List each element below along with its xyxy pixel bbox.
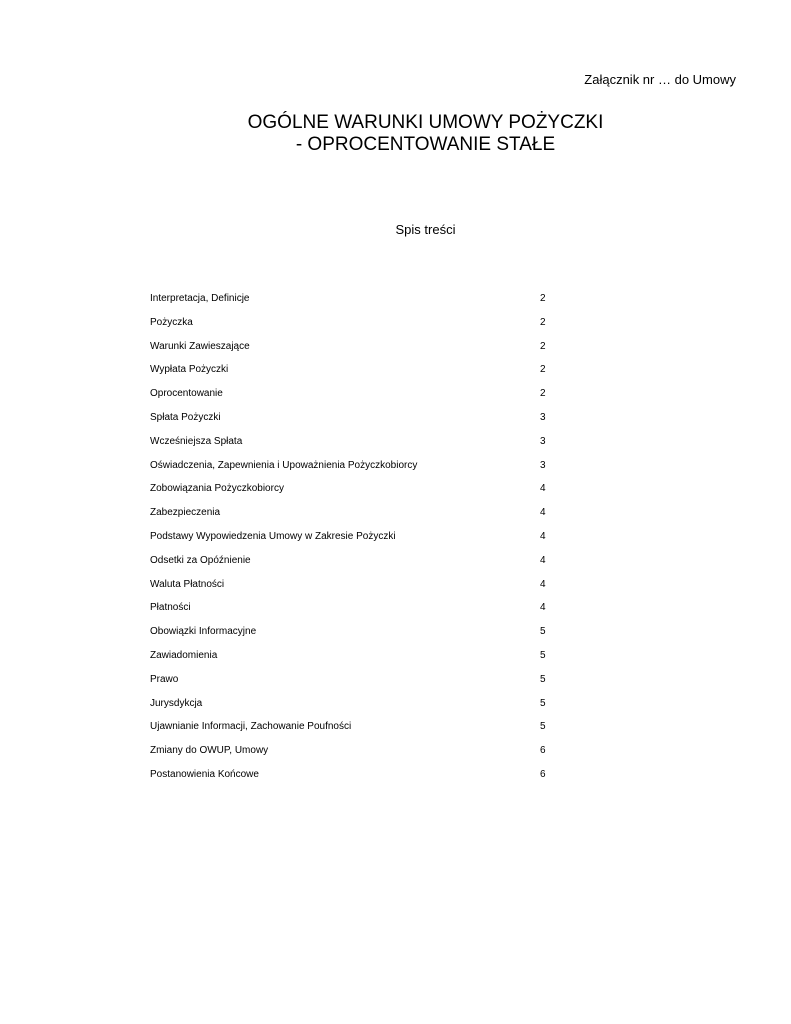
toc-entry[interactable]: [150, 673, 550, 697]
toc-entry-page: 5: [540, 673, 546, 685]
title-line-2: - OPROCENTOWANIE STAŁE: [295, 134, 556, 155]
toc-entry-label: Podstawy Wypowiedzenia Umowy w Zakresie Pożyczki: [150, 530, 396, 542]
toc-entry[interactable]: [150, 340, 550, 364]
toc-entry-label: Waluta Płatności: [150, 578, 225, 590]
toc-entry-page: 2: [540, 340, 546, 352]
toc-entry[interactable]: [150, 482, 550, 506]
toc-entry-page: 5: [540, 649, 546, 661]
title-line-1: OGÓLNE WARUNKI UMOWY POŻYCZKI: [247, 112, 604, 133]
toc-entry[interactable]: [150, 601, 550, 625]
toc-entry[interactable]: [150, 411, 550, 435]
toc-entry[interactable]: [150, 697, 550, 721]
toc-entry-label: Prawo: [150, 673, 179, 685]
toc-entry[interactable]: [150, 578, 550, 602]
toc-entry-label: Interpretacja, Definicje: [150, 293, 250, 304]
toc-entry[interactable]: [150, 649, 550, 673]
toc-entry[interactable]: [150, 625, 550, 649]
toc-entry-label: Ujawnianie Informacji, Zachowanie Poufności: [150, 721, 352, 733]
toc-entry[interactable]: [150, 292, 550, 316]
toc-entry[interactable]: [150, 506, 550, 530]
toc-entry[interactable]: [150, 363, 550, 387]
toc-entry-label: Zobowiązania Pożyczkobiorcy: [150, 483, 284, 495]
toc-entry-label: Odsetki za Opóźnienie: [150, 554, 251, 566]
toc-entry-page: 5: [540, 721, 546, 733]
toc-entry[interactable]: [150, 316, 550, 340]
toc-entry-label: Postanowienia Końcowe: [150, 768, 259, 780]
toc-entry-page: 3: [540, 459, 546, 471]
toc-entry-page: 4: [540, 530, 546, 542]
toc-entry-page: 6: [540, 745, 546, 757]
toc-entry-label: Oprocentowanie: [150, 388, 223, 400]
toc-entry-page: 2: [540, 364, 546, 376]
toc-entry[interactable]: [150, 530, 550, 554]
toc-entry-page: 5: [540, 697, 546, 709]
toc-entry-label: Spłata Pożyczki: [150, 411, 221, 423]
toc-entry[interactable]: [150, 554, 550, 578]
toc-entry-label: Warunki Zawieszające: [150, 340, 250, 352]
toc-entry[interactable]: [150, 459, 550, 483]
toc-entry-page: 2: [540, 316, 546, 328]
toc-entry-label: Obowiązki Informacyjne: [150, 626, 257, 638]
toc-entry-label: Wcześniejsza Spłata: [150, 435, 243, 447]
toc-entry-label: Zmiany do OWUP, Umowy: [150, 745, 269, 757]
toc-entry-page: 4: [540, 578, 546, 590]
toc-entry-page: 4: [540, 554, 546, 566]
toc-entry-label: Zabezpieczenia: [150, 507, 221, 519]
toc-entry[interactable]: [150, 744, 550, 768]
annex-note: Załącznik nr … do Umowy: [584, 72, 736, 87]
toc-entry-page: 4: [540, 602, 546, 614]
toc-entry[interactable]: [150, 387, 550, 411]
toc-entry-page: 3: [540, 411, 546, 423]
toc-entry-label: Jurysdykcja: [150, 697, 203, 709]
toc-entry[interactable]: [150, 435, 550, 459]
toc-entry-label: Płatności: [150, 602, 191, 614]
table-of-contents: [150, 292, 550, 792]
toc-entry-page: 5: [540, 626, 546, 638]
toc-entry-page: 6: [540, 768, 546, 780]
toc-entry-label: Pożyczka: [150, 316, 193, 328]
toc-entry-label: Zawiadomienia: [150, 649, 218, 661]
toc-entry-page: 2: [540, 293, 546, 304]
toc-entry-label: Oświadczenia, Zapewnienia i Upoważnienia Pożyczkobiorcy: [150, 459, 418, 471]
toc-entry-label: Wypłata Pożyczki: [150, 364, 229, 376]
toc-entry[interactable]: [150, 720, 550, 744]
toc-entry-page: 4: [540, 507, 546, 519]
toc-entry-page: 2: [540, 388, 546, 400]
document-title: [0, 112, 791, 156]
toc-heading: Spis treści: [395, 222, 456, 237]
toc-entry-page: 4: [540, 483, 546, 495]
toc-entry-page: 3: [540, 435, 546, 447]
toc-entry[interactable]: [150, 768, 550, 792]
